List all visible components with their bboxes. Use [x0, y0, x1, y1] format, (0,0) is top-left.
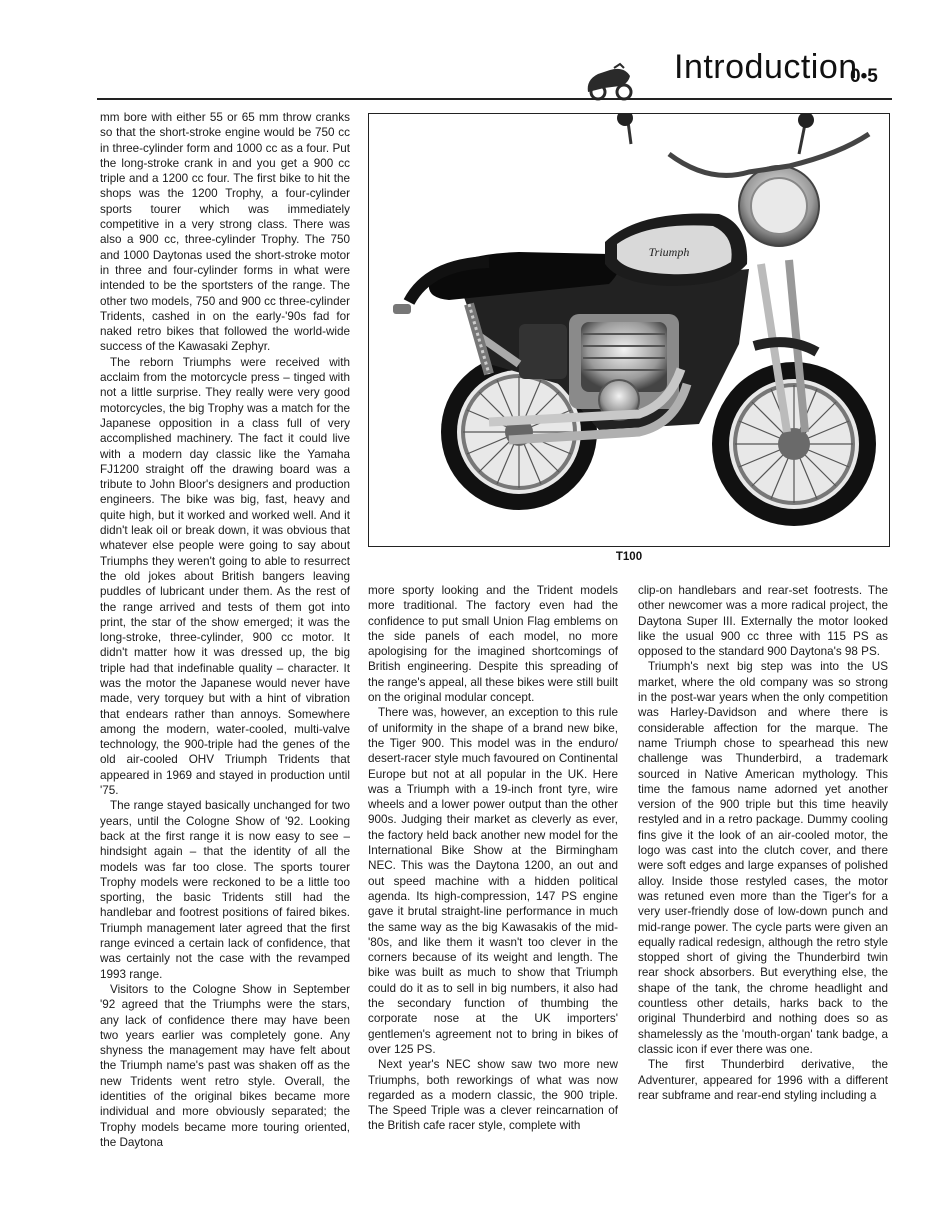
- header-motorcycle-icon: [584, 62, 636, 107]
- headlight: [739, 166, 819, 246]
- figure-caption: T100: [615, 551, 643, 563]
- text-column-2: [368, 583, 618, 1134]
- text-column-1: [100, 110, 350, 1150]
- paragraph: The reborn Triumphs were received with acclaim from the motorcycle press – tinged with not a little surprise. They really were very good motorcycles, the big Trophy was a match for the Japanese opposition in a class full of very accomplished machinery. The fact it could live with a modern day classic like the Yamaha FJ1200 straight off the drawing board was a tribute to John Bloor's designers and production engineers. The bike was big, fast, heavy and quite high, but it worked and worked well. And it didn't leak oil or break down, it was obvious that whatever else people were going to say about Triumphs they weren't going to able to resurrect the old jokes about British bangers leaving puddles of lubricant under them. As the rest of the range arrived and tests of them got into print, the star of the show emerged; it was the long-stroke, three-cylinder, 900 cc motor. It didn't matter how it was dressed up, the big triple had that indefinable quality – character. It was the motor the Japanese would never have made, very torquey but with a hint of vibration that endears rather than annoys. Somewhere among the modern, water-cooled, multi-valve technology, the 900-triple had the genes of the old air-cooled OHV Triumph Tridents that appeared in 1969 and stayed in production until '75.: [100, 355, 350, 798]
- paragraph: The range stayed basically unchanged for two years, until the Cologne Show of '92. Looking back at the first range it is now easy to see – hindsight again – that the identity of all the models was far too close. The sports tourer Trophy models were reckoned to be a little too sporting, the basic Tridents still had the handlebar and footrest positions of faired bikes. Triumph management later agreed that the first range evinced a certain lack of confidence, that was certainly not the case with the revamped 1993 range.: [100, 799, 350, 981]
- paragraph: mm bore with either 55 or 65 mm throw cranks so that the short-stroke engine would be 750 cc in three-cylinder form and 1000 cc as a four. Put the long-stroke crank in and you get a 900 cc triple and a 1200 cc four. The first bike to hit the shops was the 1200 Trophy, a four-cylinder sports tourer which was immediately competitive in a very strong class. There was also a 900 cc, three-cylinder Trophy. The 750 and 1000 Daytonas used the short-stroke motor in three and four-cylinder forms in what were intended to be the sportsters of the range. The other two models, 750 and 900 cc three-cylinder Tridents, cashed in on the early-'90s fad for naked retro bikes that followed the world-wide success of the Kawasaki Zephyr.: [100, 111, 350, 354]
- tank-badge-text: Triumph: [648, 245, 690, 259]
- paragraph: clip-on handlebars and rear-set footrests. The other newcomer was a more radical project, the Daytona Super III. Externally the motor looked like the usual 900 cc three with 115 PS as opposed to the standard 900 Daytona's 98 PS.: [638, 584, 888, 659]
- paragraph: Next year's NEC show saw two more new Triumphs, both reworkings of what was now regarded as a modern classic, the 900 triple. The Speed Triple was a clever reincarnation of the British cafe racer style, complete with: [368, 1058, 618, 1133]
- paragraph: The first Thunderbird derivative, the Adventurer, appeared for 1996 with a different rear subframe and rear-end styling including a: [638, 1058, 888, 1102]
- front-wheel: [712, 362, 876, 526]
- motorcycle-photo: [368, 113, 890, 547]
- paragraph: Triumph's next big step was into the US market, where the old company was so strong in the post-war years when the only competition was Harley-Davidson and where there is considerable affection for the marque. The name Triumph chose to spearhead this new challenge was Thunderbird, a trademark sourced in Native American mythology. This time the famous name adorned yet another version of the 900 triple but this time heavily restyled and in a retro package. Dummy cooling fins give it the look of an air-cooled motor, the logo was cast into the clutch cover, and there were soft edges and large expanses of polished alloy. Inside those restyled cases, the motor was retuned even more than the Tiger's for a very user-friendly dose of low-down punch and mid-range power. The cycle parts were given an equally radical redesign, although the retro style stopped short of giving the Thunderbird twin rear shock absorbers. But everything else, the shape of the tank, the chrome headlight and countless other details, harks back to the original Thunderbird and nothing does so as shamelessly as the 'mouth-organ' tank badge, a classic icon if ever there was one.: [638, 660, 888, 1056]
- text-column-3: [638, 583, 888, 1103]
- paragraph: more sporty looking and the Trident models more traditional. The factory even had the confidence to put small Union Flag emblems on the side panels of each model, no more apologising for the imagined shortcomings of British engineering. Despite this spreading of the range's appeal, all these bikes were still built on the original modular concept.: [368, 584, 618, 705]
- paragraph: Visitors to the Cologne Show in September '92 agreed that the Triumphs were the stars, any lack of confidence there may have been two years earlier was completely gone. Any shyness the management may have felt about the Triumph name's past was shaken off as the new Tridents went retro style. Overall, the identities of the original bikes became more individual and more obviously separated; the Trophy models became more touring oriented, the Daytona: [100, 982, 350, 1149]
- page-title: Introduction: [674, 48, 858, 86]
- handlebars-and-mirrors: [617, 114, 869, 175]
- page-number: 0•5: [850, 66, 878, 87]
- fuel-tank: [605, 214, 747, 286]
- header-rule: [97, 98, 892, 100]
- paragraph: There was, however, an exception to this rule of uniformity in the shape of a brand new bike, the Tiger 900. This model was in the enduro/ desert-racer style much favoured on Continental Europe but not at all popular in the UK. Here was a Triumph with a 19-inch front tyre, wire wheels and a lower power output than the other 900s. Judging their market as cleverly as ever, the factory held back another new model for the International Bike Show at the Birmingham NEC. This was the Daytona 1200, an out and out speed machine with a hidden political agenda. Its high-compression, 147 PS engine gave it brutal straight-line performance in much the same way as the big Kawasakis of the mid-'80s, and like them it wasn't too clever in the corners because of its weight and length. The bike was built as much to show that Triumph could do it as to sell in big numbers, it also had the secondary function of thumbing the corporate nose at the UK importers' gentlemen's agreement not to bring in bikes of over 125 PS.: [368, 706, 618, 1056]
